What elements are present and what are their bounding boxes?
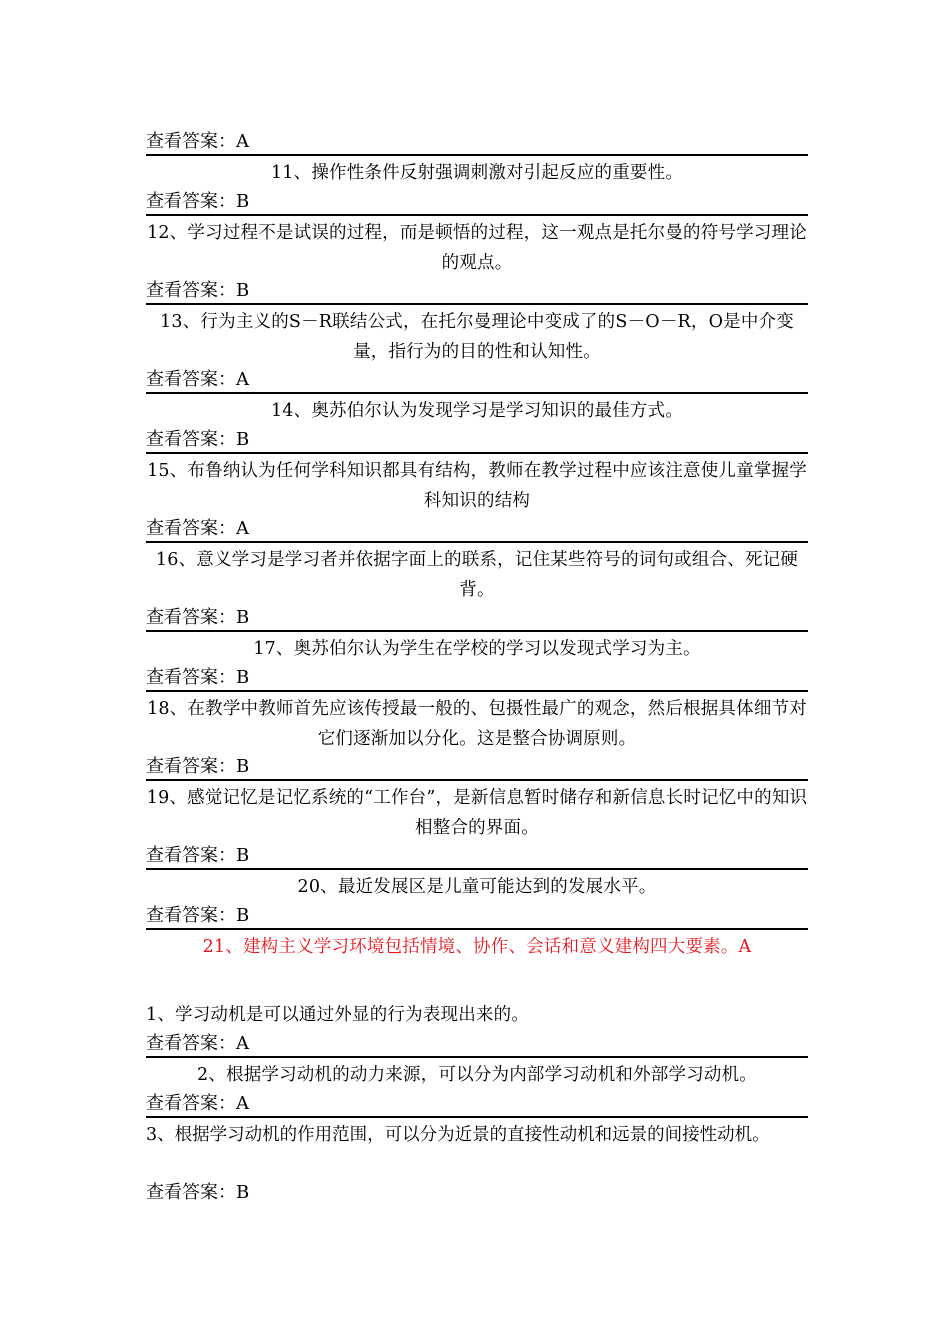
question-text: 16、意义学习是学习者并依据字面上的联系，记住某些符号的词句或组合、死记硬背。 [155,550,799,600]
divider [146,214,808,216]
question-text: 15、布鲁纳认为任何学科知识都具有结构，教师在教学过程中应该注意使儿童掌握学科知识的结构 [147,461,807,511]
divider [146,303,808,305]
answer-line: 查看答案：A [146,1033,249,1054]
divider [146,1056,808,1058]
question-text: 3、根据学习动机的作用范围，可以分为近景的直接性动机和远景的间接性动机。 [146,1125,770,1145]
question-text: 14、奥苏伯尔认为发现学习是学习知识的最佳方式。 [270,401,684,421]
divider [146,1116,808,1118]
question-text: 19、感觉记忆是记忆系统的“工作台”，是新信息暂时储存和新信息长时记忆中的知识相整合的界面。 [146,788,808,838]
answer-line: 查看答案：B [146,191,250,212]
divider [146,452,808,454]
answer-line: 查看答案：B [146,905,250,926]
question-text: 17、奥苏伯尔认为学生在学校的学习以发现式学习为主。 [253,639,701,659]
answer-line: 查看答案：B [146,756,250,777]
divider [146,630,808,632]
question-text: 1、学习动机是可以通过外显的行为表现出来的。 [146,1005,530,1025]
question-text: 12、学习过程不是试误的过程，而是顿悟的过程，这一观点是托尔曼的符号学习理论的观点。 [147,223,807,273]
divider [146,868,808,870]
answer-line: 查看答案：B [146,845,250,866]
question-text: 18、在教学中教师首先应该传授最一般的、包摄性最广的观念，然后根据具体细节对它们逐渐加以分化。这是整合协调原则。 [147,699,807,749]
divider [146,541,808,543]
answer-line: 查看答案：A [146,131,249,152]
divider [146,779,808,781]
highlighted-question-text: 21、建构主义学习环境包括情境、协作、会话和意义建构四大要素。A [202,937,752,957]
question-text: 11、操作性条件反射强调刺激对引起反应的重要性。 [270,163,684,183]
answer-line: 查看答案：B [146,429,250,450]
divider [146,154,808,156]
answer-line: 查看答案：B [146,667,250,688]
question-text: 20、最近发展区是儿童可能达到的发展水平。 [297,877,657,897]
divider [146,392,808,394]
divider [146,690,808,692]
divider [146,928,808,930]
answer-line: 查看答案：A [146,369,249,390]
question-text: 13、行为主义的S－R联结公式，在托尔曼理论中变成了的S－O－R，O是中介变量，指行为的目的性和认知性。 [160,312,794,362]
answer-line: 查看答案：B [146,1182,250,1203]
answer-line: 查看答案：B [146,280,250,301]
answer-line: 查看答案：B [146,607,250,628]
answer-line: 查看答案：A [146,1093,249,1114]
answer-line: 查看答案：A [146,518,249,539]
question-text: 2、根据学习动机的动力来源，可以分为内部学习动机和外部学习动机。 [196,1065,758,1085]
